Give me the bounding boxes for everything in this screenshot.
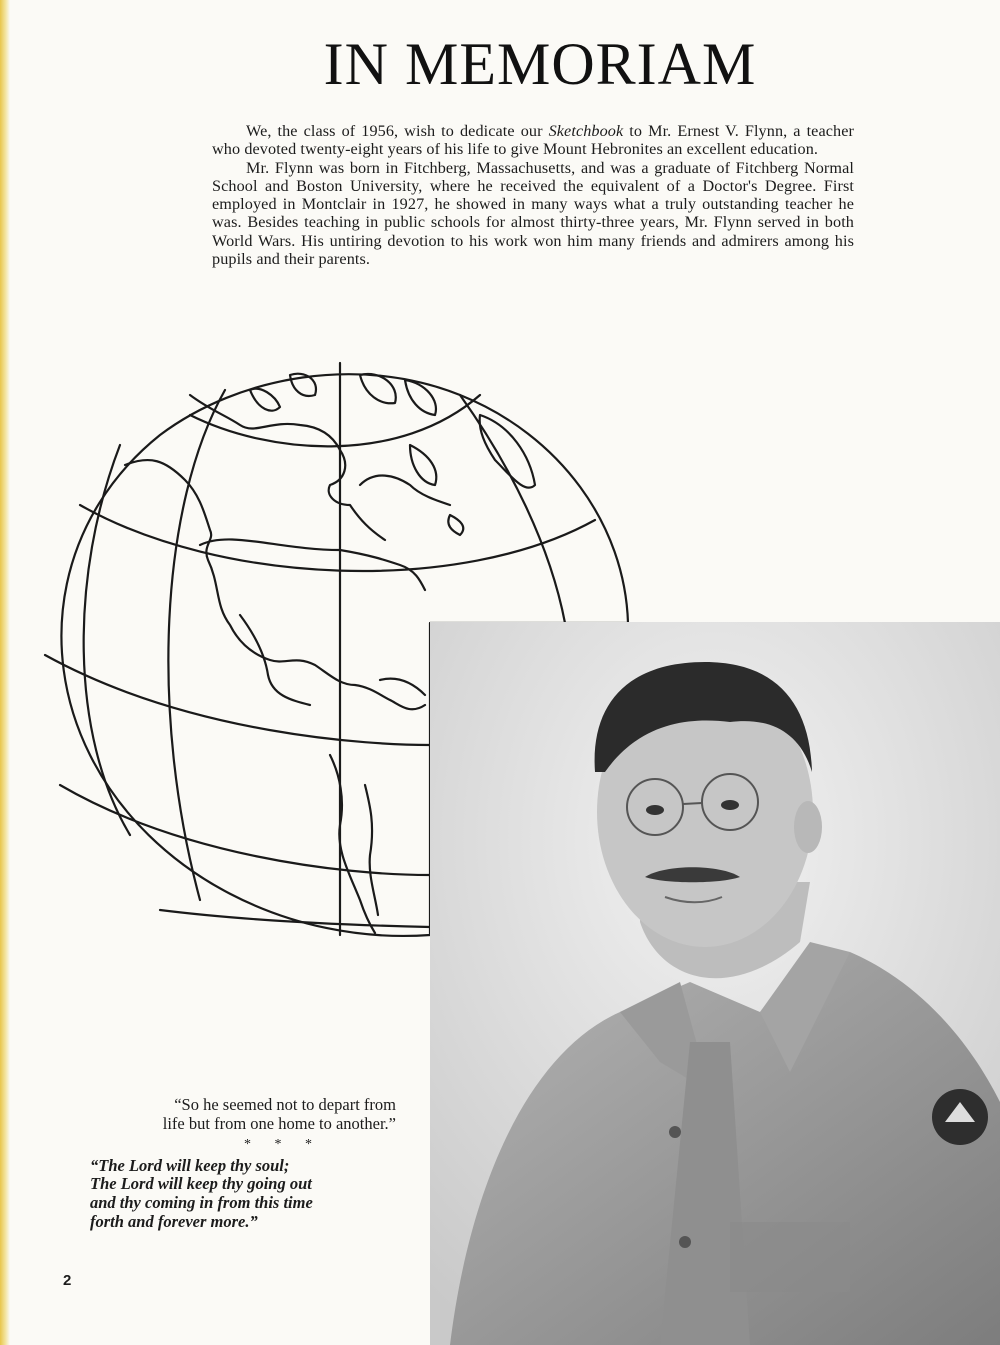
page-number: 2 <box>63 1272 72 1289</box>
verse-line: forth and forever more.” <box>90 1211 258 1231</box>
yearbook-name: Sketchbook <box>548 122 624 140</box>
verse-line: The Lord will keep thy going out <box>90 1174 312 1194</box>
quote-line-2: life but from one home to another.” <box>162 1113 396 1133</box>
dedication-text <box>212 122 854 268</box>
verse-line: and thy coming in from this time <box>90 1192 313 1212</box>
page-title: IN MEMORIAM <box>323 31 757 97</box>
binding-edge <box>0 0 10 1345</box>
verse-line: “The Lord will keep thy soul; <box>90 1155 290 1175</box>
quote-line-1: “So he seemed not to depart from <box>174 1095 396 1114</box>
verse <box>90 1157 396 1231</box>
separator-stars: * * * <box>244 1137 322 1153</box>
memorial-quote <box>90 1096 396 1231</box>
dedication-paragraph-1: We, the class of 1956, wish to dedicate our Sketchbook to Mr. Ernest V. Flynn, a teacher who devoted twenty-eight years of his life to give Mount Hebronites an excellent education. <box>212 122 854 159</box>
dedication-paragraph-2: Mr. Flynn was born in Fitchberg, Massachusetts, and was a graduate of Fitchberg Normal School and Boston University, where he received the equivalent of a Doctor's Degree. First employed in Montclair in 1927, he showed in many ways what a truly outstanding teacher he was. Besides teaching in public schools for almost thirty-three years, Mr. Flynn served in both World Wars. His untiring devotion to his work won him many friends and admirers among his pupils and their parents. <box>212 158 854 269</box>
portrait-photo <box>430 622 1000 1345</box>
